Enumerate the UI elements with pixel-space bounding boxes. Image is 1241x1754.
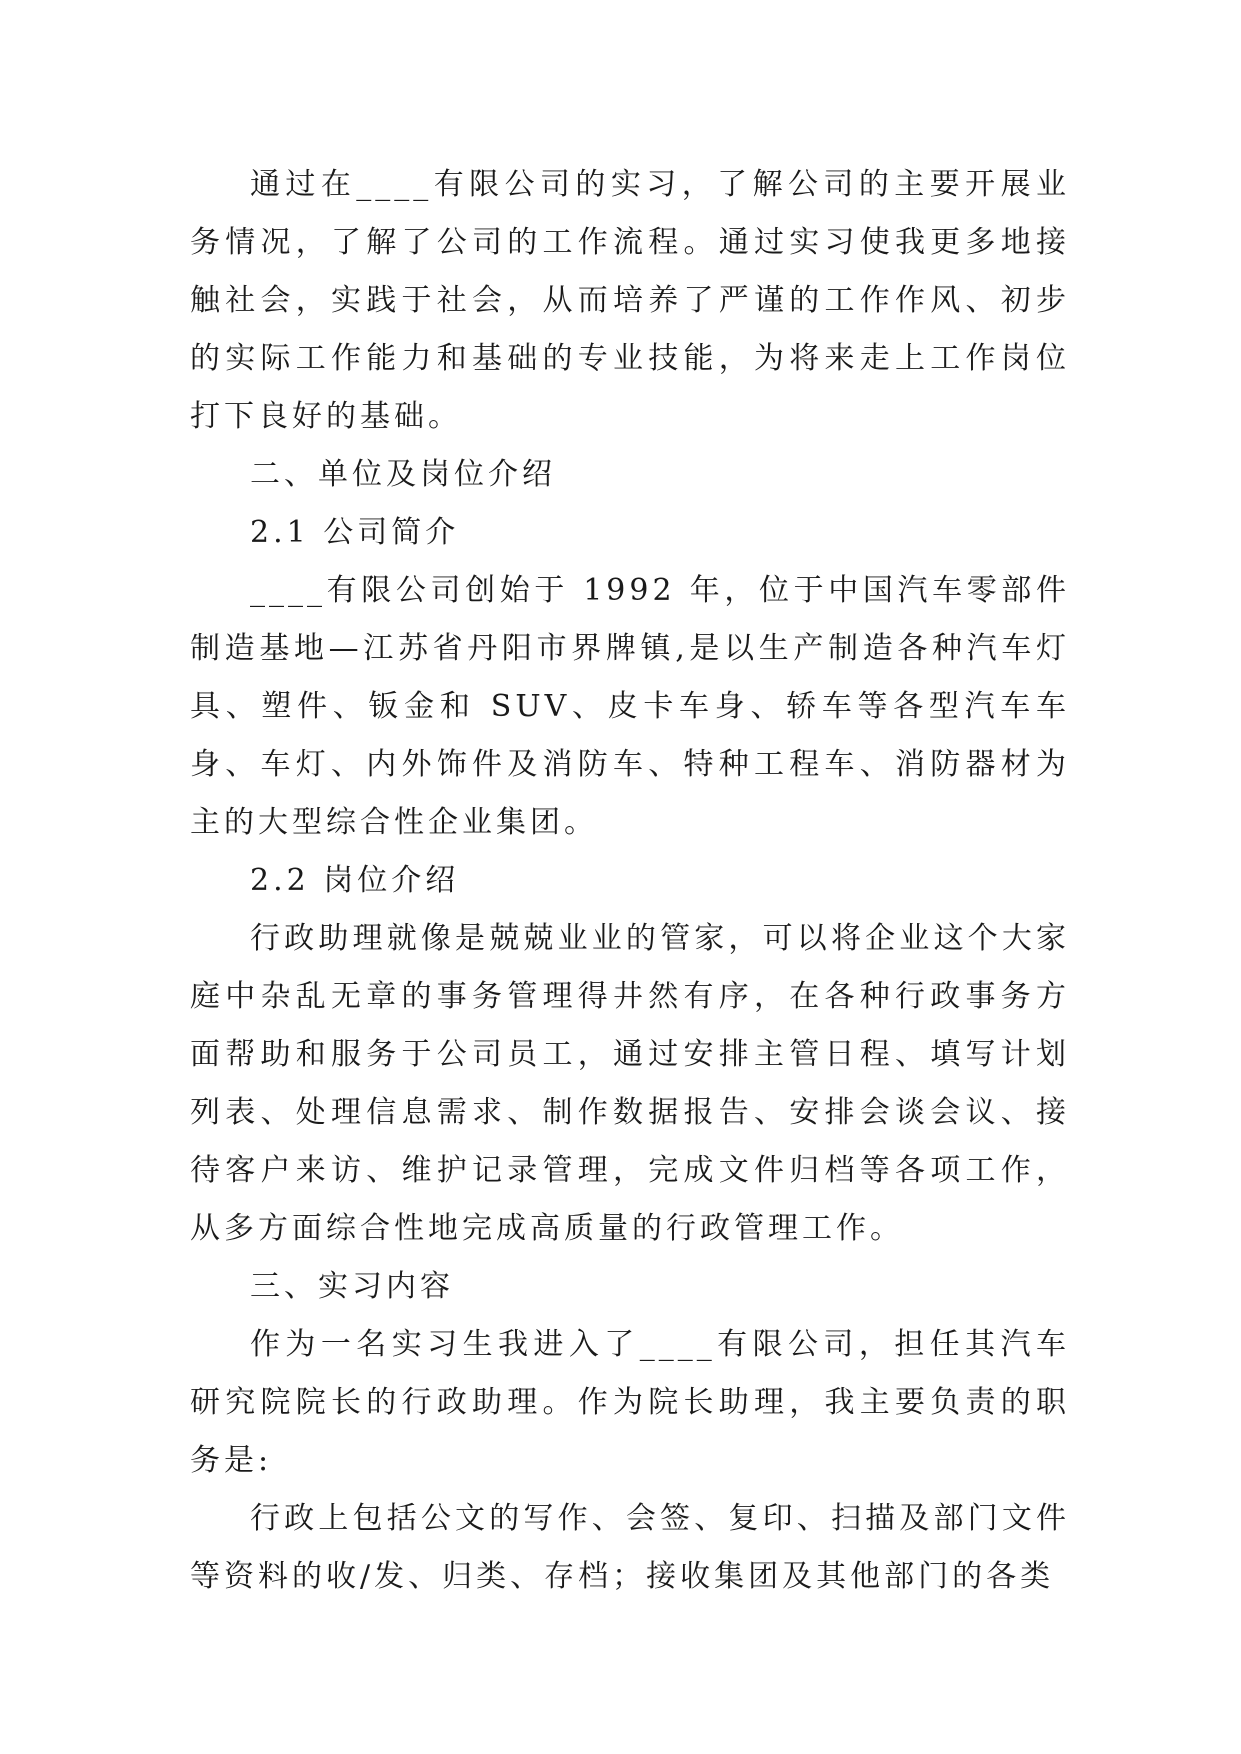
internship-role-paragraph: 作为一名实习生我进入了____有限公司，担任其汽车研究院院长的行政助理。作为院长助理，我主要负责的职务是: [190, 1327, 1070, 1478]
document-body [190, 156, 1070, 1606]
duties-paragraph: 行政上包括公文的写作、会签、复印、扫描及部门文件等资料的收/发、归类、存档；接收集团及其他部门的各类 [190, 1501, 1070, 1594]
company-profile-paragraph: ____有限公司创始于 1992 年，位于中国汽车零部件制造基地—江苏省丹阳市界牌镇,是以生产制造各种汽车灯具、塑件、钣金和 SUV、皮卡车身、轿车等各型汽车车身、车灯、内外饰件及消防车、特种工程车、消防器材为主的大型综合性企业集团。 [190, 573, 1070, 840]
position-intro-paragraph: 行政助理就像是兢兢业业的管家，可以将企业这个大家庭中杂乱无章的事务管理得井然有序，在各种行政事务方面帮助和服务于公司员工，通过安排主管日程、填写计划列表、处理信息需求、制作数据报告、安排会谈会议、接待客户来访、维护记录管理，完成文件归档等各项工作，从多方面综合性地完成高质量的行政管理工作。 [190, 921, 1070, 1246]
section-heading-unit-and-position: 二、单位及岗位介绍 [250, 457, 556, 492]
subsection-heading-company-profile: 2.1 公司简介 [250, 515, 460, 550]
intro-paragraph: 通过在____有限公司的实习，了解公司的主要开展业务情况，了解了公司的工作流程。通过实习使我更多地接触社会，实践于社会，从而培养了严谨的工作作风、初步的实际工作能力和基础的专业技能，为将来走上工作岗位打下良好的基础。 [190, 167, 1070, 434]
section-heading-internship-content: 三、实习内容 [250, 1269, 454, 1304]
subsection-heading-position-intro: 2.2 岗位介绍 [250, 863, 460, 898]
